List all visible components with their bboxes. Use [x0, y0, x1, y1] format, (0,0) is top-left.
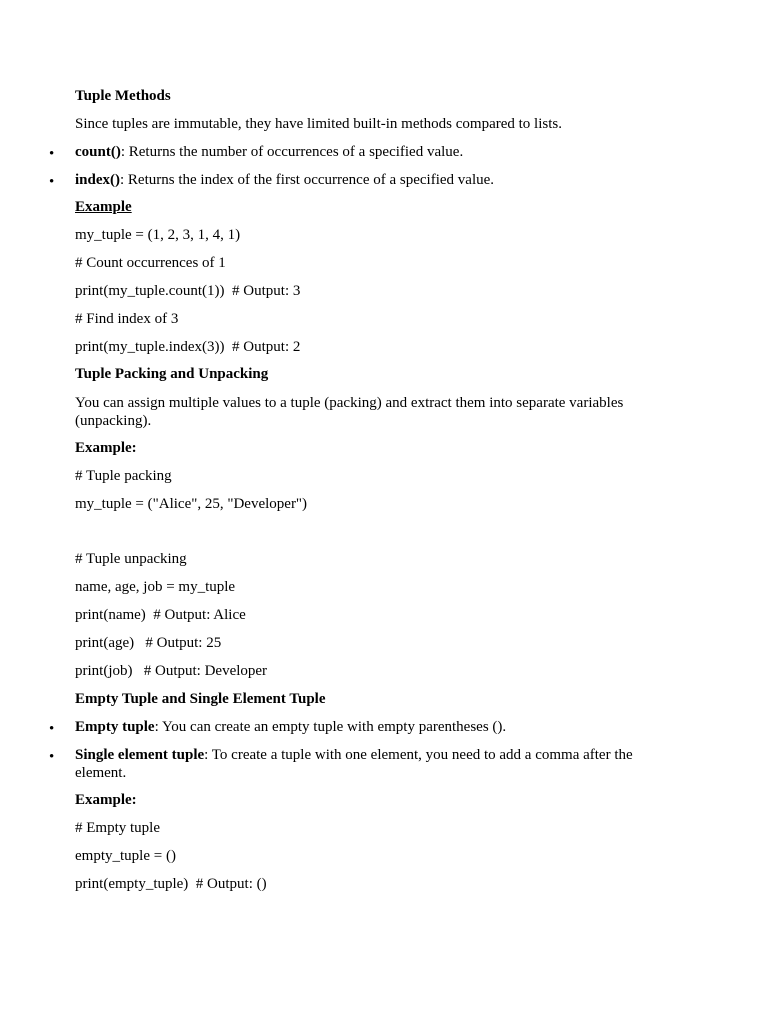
list-item-text: : Returns the number of occurrences of a specified value. — [120, 144, 464, 160]
code-line: # Count occurrences of 1 — [75, 255, 226, 271]
example-heading: Example — [75, 199, 132, 215]
code-line: # Tuple packing — [75, 468, 172, 484]
bullet-marker: • — [49, 146, 55, 162]
code-line: # Tuple unpacking — [75, 551, 187, 567]
code-line: print(job) # Output: Developer — [75, 663, 268, 679]
bullet-marker: • — [49, 174, 55, 190]
code-line: # Find index of 3 — [75, 311, 179, 327]
paragraph-tuple-methods-intro: Since tuples are immutable, they have limited built-in methods compared to lists. — [75, 116, 562, 132]
list-item-text: : You can create an empty tuple with empty parentheses (). — [154, 719, 507, 735]
bullet-marker: • — [49, 749, 55, 765]
section-heading-empty-tuple: Empty Tuple and Single Element Tuple — [75, 691, 326, 707]
list-item-term: Single element tuple — [75, 747, 205, 763]
list-item-count — [75, 143, 665, 161]
code-line: my_tuple = (1, 2, 3, 1, 4, 1) — [75, 227, 241, 243]
code-line: name, age, job = my_tuple — [75, 579, 236, 595]
code-line: # Empty tuple — [75, 820, 160, 836]
code-line: empty_tuple = () — [75, 848, 176, 864]
list-item-term: Empty tuple — [75, 719, 155, 735]
list-item-term: count() — [75, 144, 121, 160]
section-heading-tuple-methods: Tuple Methods — [75, 88, 171, 104]
paragraph-packing-intro: You can assign multiple values to a tuple (packing) and extract them into separate variables (unpacking). — [75, 395, 628, 429]
code-line: my_tuple = ("Alice", 25, "Developer") — [75, 496, 308, 512]
bullet-marker: • — [49, 721, 55, 737]
list-item-index — [75, 171, 665, 189]
example-heading: Example: — [75, 792, 137, 808]
example-heading: Example: — [75, 440, 137, 456]
list-item-text: : Returns the index of the first occurrence of a specified value. — [120, 172, 495, 188]
list-item-empty-tuple — [75, 718, 665, 736]
section-heading-packing: Tuple Packing and Unpacking — [75, 366, 269, 382]
list-item-single-element — [75, 746, 635, 782]
code-line: print(my_tuple.count(1)) # Output: 3 — [75, 283, 301, 299]
code-line: print(age) # Output: 25 — [75, 635, 222, 651]
list-item-term: index() — [75, 172, 120, 188]
list-item-text: : To create a tuple with one element, you need to add a comma after the element. — [75, 747, 637, 781]
code-line: print(my_tuple.index(3)) # Output: 2 — [75, 339, 301, 355]
code-line: print(name) # Output: Alice — [75, 607, 246, 623]
code-line: print(empty_tuple) # Output: () — [75, 876, 267, 892]
